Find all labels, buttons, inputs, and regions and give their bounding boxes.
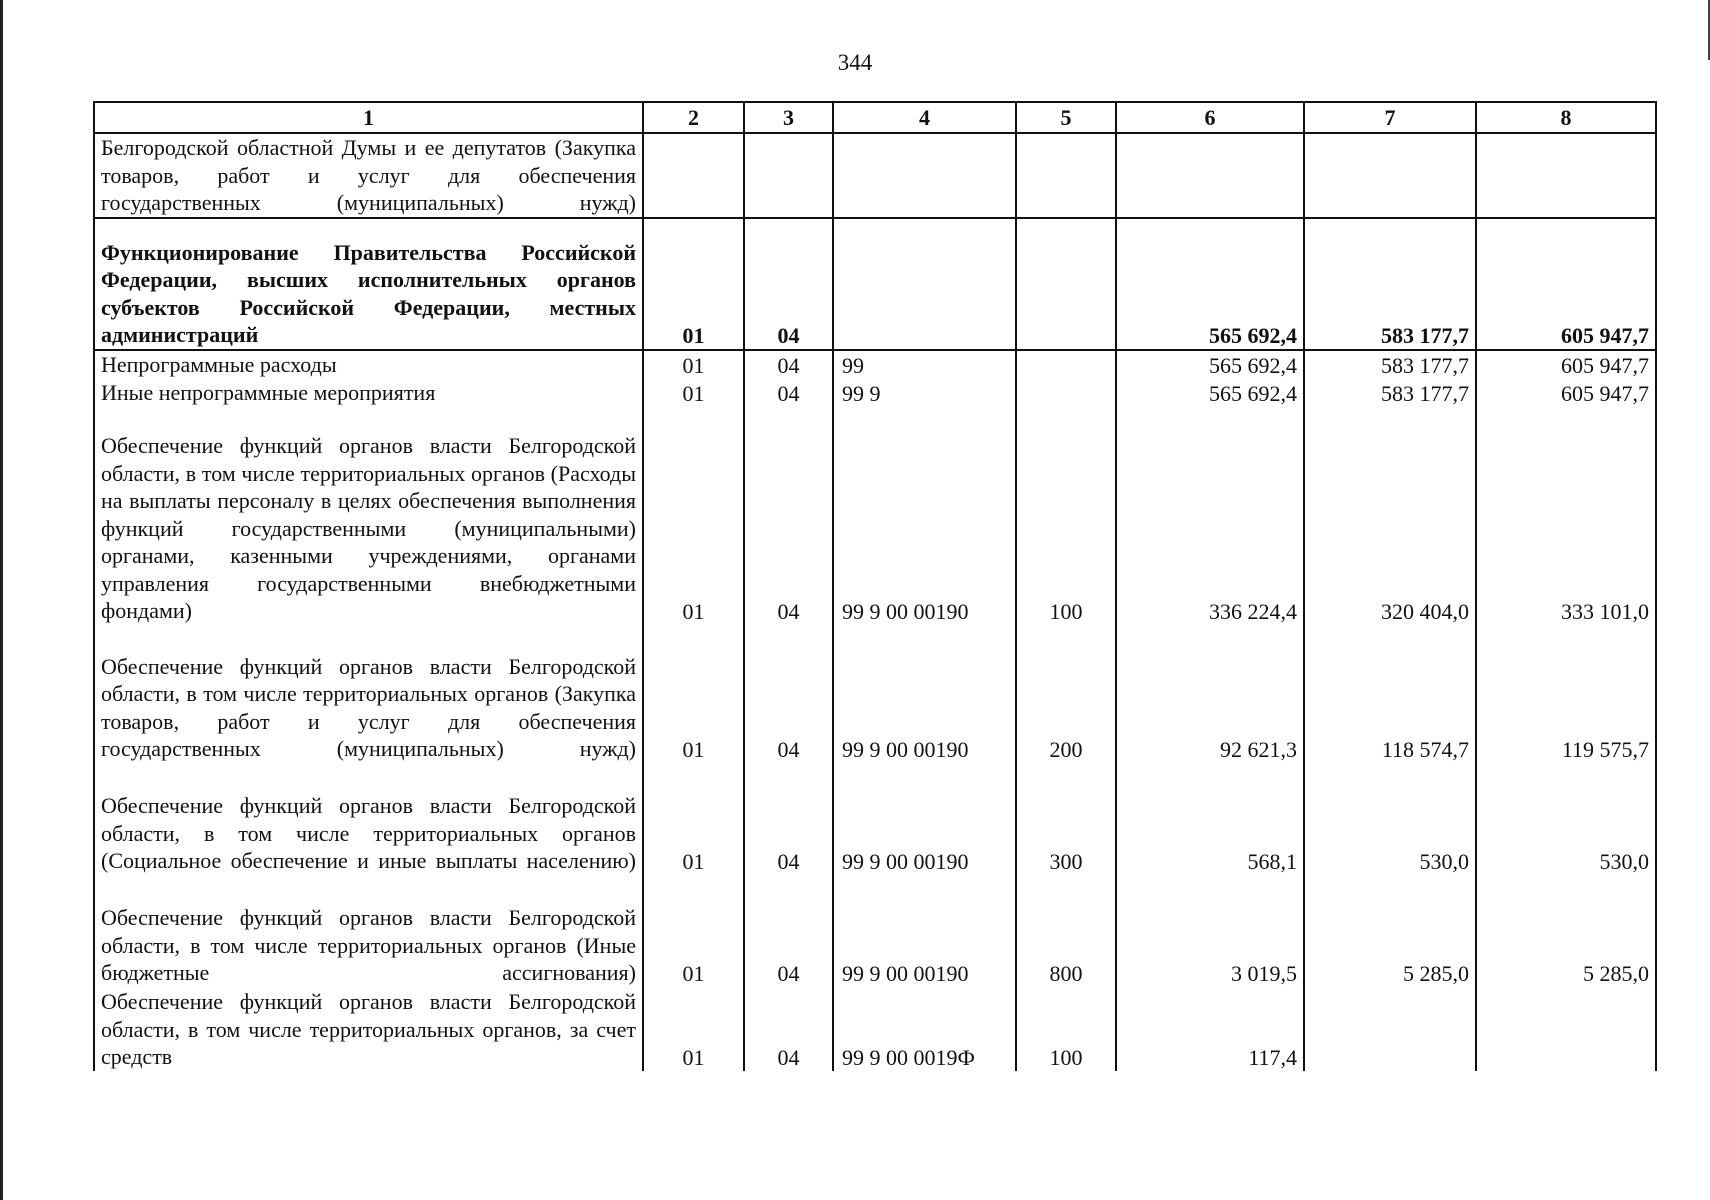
row-amount-7: 583 177,7 <box>1304 350 1476 379</box>
row-target-article: 99 9 00 00190 <box>833 407 1016 625</box>
row-expense-type <box>1016 133 1116 218</box>
row-expense-type <box>1016 350 1116 379</box>
row-amount-7 <box>1304 987 1476 1071</box>
budget-table <box>93 101 1657 1071</box>
row-expense-type: 300 <box>1016 763 1116 875</box>
row-subsection: 04 <box>744 875 833 987</box>
row-section: 01 <box>643 379 744 407</box>
row-amount-7: 530,0 <box>1304 763 1476 875</box>
row-name: Иные непрограммные мероприятия <box>94 379 643 407</box>
row-subsection: 04 <box>744 763 833 875</box>
row-expense-type: 100 <box>1016 407 1116 625</box>
row-amount-7: 5 285,0 <box>1304 875 1476 987</box>
row-amount-7: 583 177,7 <box>1304 218 1476 350</box>
row-expense-type: 200 <box>1016 625 1116 763</box>
row-target-article: 99 9 00 00190 <box>833 763 1016 875</box>
row-amount-7: 320 404,0 <box>1304 407 1476 625</box>
row-amount-6: 336 224,4 <box>1116 407 1304 625</box>
row-expense-type <box>1016 379 1116 407</box>
header-col-7: 7 <box>1304 102 1476 133</box>
row-section: 01 <box>643 763 744 875</box>
row-target-article <box>833 133 1016 218</box>
table-row <box>94 625 1656 763</box>
row-section: 01 <box>643 625 744 763</box>
row-amount-7: 583 177,7 <box>1304 379 1476 407</box>
row-target-article: 99 9 00 00190 <box>833 625 1016 763</box>
row-amount-8: 333 101,0 <box>1476 407 1656 625</box>
table-row <box>94 987 1656 1071</box>
row-subsection: 04 <box>744 987 833 1071</box>
row-name: Функционирование Правительства Российской Федерации, высших исполнительных органов субъектов Российской Федерации, местных администраций <box>94 218 643 350</box>
row-amount-6: 568,1 <box>1116 763 1304 875</box>
row-name: Обеспечение функций органов власти Белгородской области, в том числе территориальных органов (Закупка товаров, работ и услуг для обеспечения государственных (муниципальных) нужд) <box>94 625 643 763</box>
table-row <box>94 133 1656 218</box>
row-amount-8: 605 947,7 <box>1476 218 1656 350</box>
row-amount-6: 3 019,5 <box>1116 875 1304 987</box>
header-col-3: 3 <box>744 102 833 133</box>
row-amount-8: 605 947,7 <box>1476 350 1656 379</box>
row-section <box>643 133 744 218</box>
row-expense-type: 800 <box>1016 875 1116 987</box>
row-target-article: 99 <box>833 350 1016 379</box>
row-amount-6 <box>1116 133 1304 218</box>
row-section: 01 <box>643 407 744 625</box>
table-row <box>94 350 1656 379</box>
row-amount-8: 119 575,7 <box>1476 625 1656 763</box>
header-col-6: 6 <box>1116 102 1304 133</box>
header-col-4: 4 <box>833 102 1016 133</box>
row-expense-type <box>1016 218 1116 350</box>
row-target-article <box>833 218 1016 350</box>
row-subsection: 04 <box>744 379 833 407</box>
row-subsection: 04 <box>744 407 833 625</box>
row-section: 01 <box>643 875 744 987</box>
row-amount-6: 117,4 <box>1116 987 1304 1071</box>
header-col-5: 5 <box>1016 102 1116 133</box>
page-number: 344 <box>837 50 873 75</box>
row-target-article: 99 9 <box>833 379 1016 407</box>
row-section: 01 <box>643 350 744 379</box>
row-subsection: 04 <box>744 625 833 763</box>
scan-edge-left <box>0 0 3 1200</box>
row-target-article: 99 9 00 0019Ф <box>833 987 1016 1071</box>
row-name: Обеспечение функций органов власти Белгородской области, в том числе территориальных органов (Иные бюджетные ассигнования) <box>94 875 643 987</box>
row-amount-7: 118 574,7 <box>1304 625 1476 763</box>
row-amount-6: 565 692,4 <box>1116 350 1304 379</box>
row-name: Обеспечение функций органов власти Белгородской области, в том числе территориальных органов (Расходы на выплаты персоналу в целях обеспечения выполнения функций государственными (муниципальными) органами, казенными учреждениями, органами управления государственными внебюджетными фондами) <box>94 407 643 625</box>
row-amount-8: 605 947,7 <box>1476 379 1656 407</box>
table-row <box>94 875 1656 987</box>
row-expense-type: 100 <box>1016 987 1116 1071</box>
row-target-article: 99 9 00 00190 <box>833 875 1016 987</box>
row-amount-8: 5 285,0 <box>1476 875 1656 987</box>
row-name: Обеспечение функций органов власти Белгородской области, в том числе территориальных органов, за счет средств <box>94 987 643 1071</box>
row-name: Непрограммные расходы <box>94 350 643 379</box>
table-row <box>94 763 1656 875</box>
header-col-1: 1 <box>94 102 643 133</box>
table-row <box>94 218 1656 350</box>
row-amount-7 <box>1304 133 1476 218</box>
header-col-2: 2 <box>643 102 744 133</box>
row-name: Белгородской областной Думы и ее депутатов (Закупка товаров, работ и услуг для обеспечения государственных (муниципальных) нужд) <box>94 133 643 218</box>
row-amount-6: 565 692,4 <box>1116 379 1304 407</box>
row-amount-6: 565 692,4 <box>1116 218 1304 350</box>
row-section: 01 <box>643 987 744 1071</box>
table-row <box>94 379 1656 407</box>
row-subsection: 04 <box>744 218 833 350</box>
row-amount-8 <box>1476 133 1656 218</box>
row-subsection: 04 <box>744 350 833 379</box>
table-row <box>94 407 1656 625</box>
row-subsection <box>744 133 833 218</box>
row-amount-8: 530,0 <box>1476 763 1656 875</box>
row-section: 01 <box>643 218 744 350</box>
row-amount-6: 92 621,3 <box>1116 625 1304 763</box>
header-row <box>94 102 1656 133</box>
row-amount-8 <box>1476 987 1656 1071</box>
row-name: Обеспечение функций органов власти Белгородской области, в том числе территориальных органов (Социальное обеспечение и иные выплаты населению) <box>94 763 643 875</box>
header-col-8: 8 <box>1476 102 1656 133</box>
